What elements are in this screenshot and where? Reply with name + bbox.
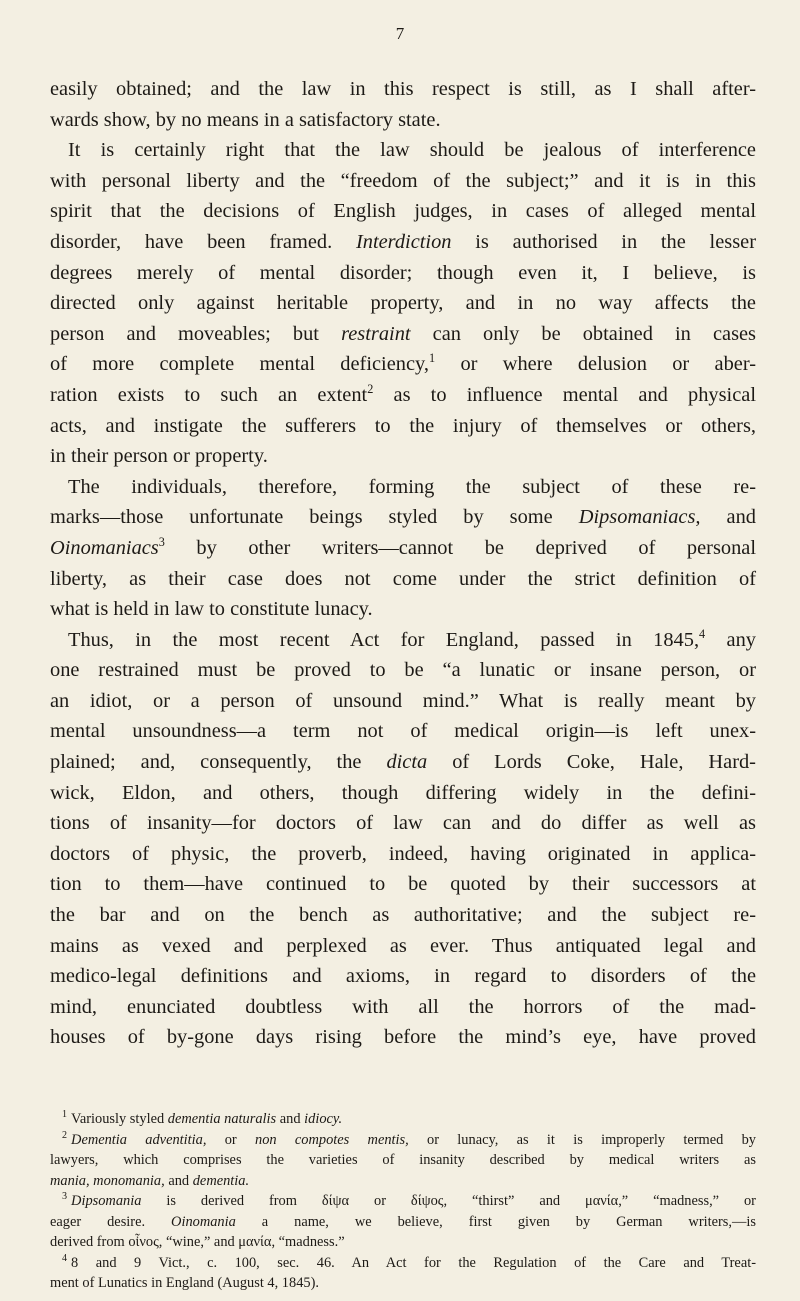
footnote-ref: 2 xyxy=(367,382,374,397)
text-line: of more complete mental deficiency,$^1$ or where delusion or aber- xyxy=(50,351,756,376)
text-line: tion to them—have continued to be quoted by their successors at xyxy=(50,873,756,896)
text-line: the bar and on the bench as authoritative; and the subject re- xyxy=(50,904,756,927)
footnote: $^4$ 8 and 9 Vict., c. 100, sec. 46. An Act for the Regulation of the Care and Treat- xyxy=(62,1252,756,1271)
text-line: The individuals, therefore, forming the subject of these re- xyxy=(68,475,756,498)
text-line: ration exists to such an extent$^2$ as to influence mental and physical xyxy=(50,382,756,406)
text-line: an idiot, or a person of unsound mind.” What is really meant by xyxy=(50,689,756,712)
body-text xyxy=(50,74,756,1053)
text-line: mind, enunciated doubtless with all the horrors of the mad- xyxy=(50,995,756,1018)
text-line: acts, and instigate the sufferers to the injury of themselves or others, xyxy=(50,414,756,437)
text-line: degrees merely of mental disorder; though even it, I believe, is xyxy=(50,261,756,284)
text-line: mental unsoundness—a term not of medical origin—is left unex- xyxy=(50,720,756,743)
text-line: one restrained must be proved to be “a lunatic or insane person, or xyxy=(50,659,756,682)
text-line: what is held in law to constitute lunacy. xyxy=(50,598,373,621)
footnote-line: derived from οἶνος, “wine,” and μανία, “madness.” xyxy=(50,1234,345,1250)
text-line: liberty, as their case does not come under the strict definition of xyxy=(50,567,756,590)
text-line: disorder, have been framed. Interdiction is authorised in the lesser xyxy=(50,230,756,253)
text-line: houses of by-gone days rising before the mind’s eye, have proved xyxy=(50,1026,756,1049)
text-line: with personal liberty and the “freedom of the subject;” and it is in this xyxy=(50,169,756,192)
footnote-ref: 3 xyxy=(158,535,165,550)
text-line: spirit that the decisions of English judges, in cases of alleged mental xyxy=(50,200,756,223)
text-line: in their person or property. xyxy=(50,445,268,468)
emphasis: Interdiction xyxy=(355,230,452,253)
footnote-line: ment of Lunatics in England (August 4, 1845). xyxy=(50,1275,319,1291)
text-line: wick, Eldon, and others, though differing widely in the defini- xyxy=(50,781,756,804)
text-line: medico-legal definitions and axioms, in regard to disorders of the xyxy=(50,965,756,988)
footnote-ref: 4 xyxy=(699,626,706,641)
footnote: $^3$ Dipsomania is derived from δίψα or δίψος, “thirst” and μανία,” “madness,” or xyxy=(62,1191,756,1209)
emphasis: restraint xyxy=(341,322,411,345)
footnote-line: mania, monomania, and dementia. xyxy=(50,1172,250,1189)
text-line: Oinomaniacs$^3$ by other writers—cannot be deprived of personal xyxy=(50,535,756,559)
footnote-ref: 1 xyxy=(429,351,436,366)
text-line: marks—those unfortunate beings styled by some Dipsomaniacs, and xyxy=(50,506,756,529)
text-line: easily obtained; and the law in this respect is still, as I shall after- xyxy=(50,78,756,100)
text-line: mains as vexed and perplexed as ever. Thus antiquated legal and xyxy=(50,934,756,957)
footnote-line: lawyers, which comprises the varieties of insanity described by medical writers as xyxy=(50,1152,756,1168)
text-line: person and moveables; but restraint can only be obtained in cases xyxy=(50,322,756,345)
text-line: plained; and, consequently, the dicta of Lords Coke, Hale, Hard- xyxy=(50,751,756,774)
text-line: Thus, in the most recent Act for England, passed in 1845,$^4$ any xyxy=(68,626,756,651)
footnotes xyxy=(50,1109,756,1294)
emphasis: Dipsomaniacs, xyxy=(578,506,701,529)
text-line: It is certainly right that the law should be jealous of interference xyxy=(68,139,756,162)
footnote: $^1$ Variously styled dementia naturalis and idiocy. xyxy=(62,1109,343,1127)
footnote-line: eager desire. Oinomania a name, we believe, first given by German writers,—is xyxy=(50,1213,756,1230)
text-line: tions of insanity—for doctors of law can and do differ as well as xyxy=(50,812,756,835)
text-line: wards show, by no means in a satisfactory state. xyxy=(50,108,441,131)
page-number: 7 xyxy=(395,24,405,43)
emphasis: Oinomaniacs xyxy=(50,536,159,559)
text-line: directed only against heritable property, and in no way affects the xyxy=(50,292,756,315)
emphasis: dicta xyxy=(386,751,428,774)
footnote: $^2$ Dementia adventitia, or non compotes mentis, or lunacy, as it is improperly termed by xyxy=(62,1129,756,1148)
text-line: doctors of physic, the proverb, indeed, having originated in applica- xyxy=(50,842,756,865)
